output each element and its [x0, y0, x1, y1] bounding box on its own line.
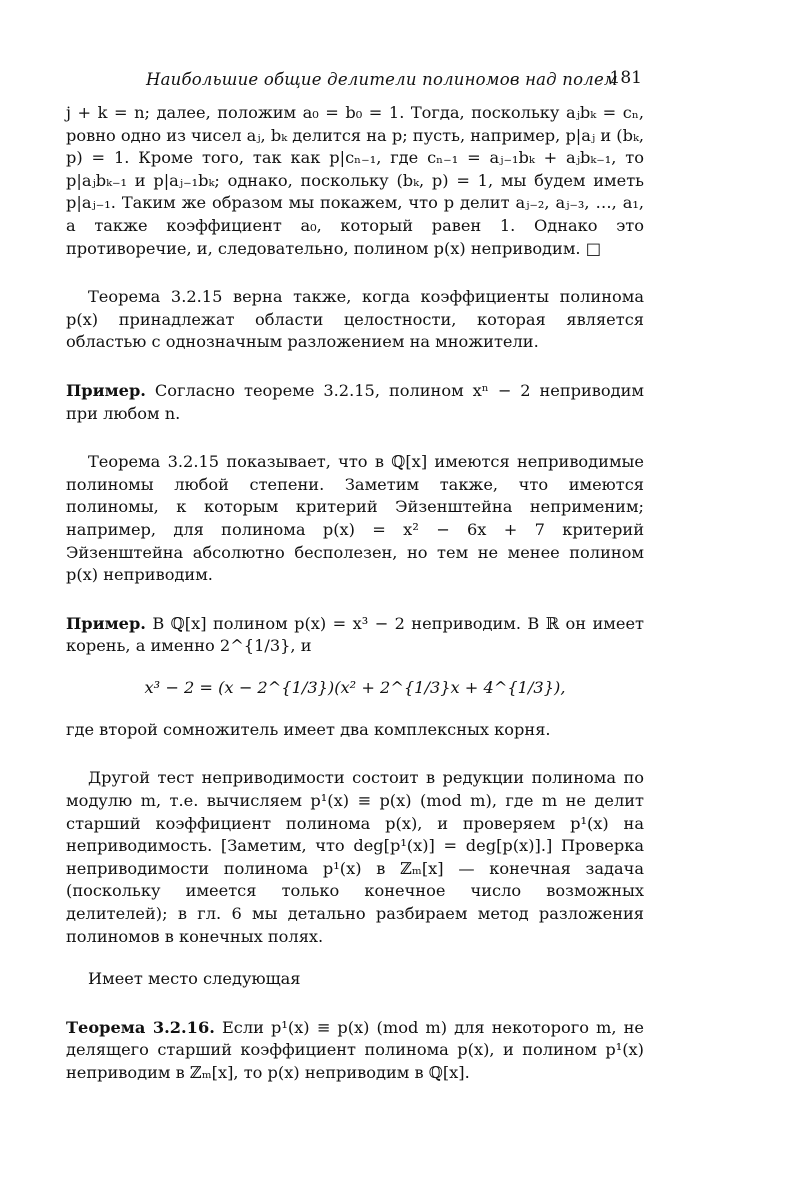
proof-end-text: j + k = n; далее, положим a₀ = b₀ = 1. Тогда, поскольку aⱼbₖ = cₙ, ровно одно из чисел aⱼ, bₖ делится на p; пусть, например, p|aⱼ и (bₖ, p) = 1. Кроме того, так как p|cₙ₋₁, где cₙ₋₁ = aⱼ₋₁bₖ + aⱼbₖ₋₁, то p|aⱼbₖ₋₁ и p|aⱼ₋₁bₖ; однако, поскольку (bₖ, p) = 1, мы будем иметь p|aⱼ₋₁. Таким же образом мы покажем, что p делит aⱼ₋₂, aⱼ₋₃, …, a₁, а также коэффициент a₀, который равен 1. Однако это противоречие, и, следовательно, полином p(x) неприводим.	[66, 103, 644, 258]
proof-end-paragraph	[66, 102, 644, 260]
example-1-label: Пример.	[66, 380, 146, 400]
theorem-paragraph	[66, 1017, 644, 1085]
remark-paragraph: Теорема 3.2.15 верна также, когда коэффициенты полинома p(x) принадлежат области целостности, которая является областью с однозначным разложением на множители.	[66, 287, 644, 352]
example-2-label: Пример.	[66, 613, 146, 633]
qed-icon: □	[585, 238, 602, 258]
book-page	[66, 68, 644, 1085]
theorem-text: Если p¹(x) ≡ p(x) (mod m) для некоторого m, не делящего старший коэффициент полинома p(x), и полином p¹(x) неприводим в ℤₘ[x], то p(x) неприводим в ℚ[x].	[66, 1017, 645, 1082]
example-1-text: Согласно теореме 3.2.15, полином xⁿ − 2 неприводим при любом n.	[66, 380, 645, 423]
running-title: Наибольшие общие делители полиномов над полем	[146, 70, 618, 89]
theorem-label: Теорема 3.2.16.	[66, 1017, 215, 1037]
remark-2-paragraph: Теорема 3.2.15 показывает, что в ℚ[x] имеются неприводимые полиномы любой степени. Заметим также, что имеются полиномы, к которым критерий Эйзенштейна неприменим; например, для полинома p(x) = x² − 6x + 7 критерий Эйзенштейна абсолютно бесполезен, но тем не менее полином p(x) неприводим.	[66, 452, 644, 585]
example-1-paragraph	[66, 380, 644, 425]
display-formula: x³ − 2 = (x − 2^{1/3})(x² + 2^{1/3}x + 4^{1/3}),	[144, 677, 566, 697]
reduction-test-paragraph: Другой тест неприводимости состоит в редукции полинома по модулю m, т.е. вычисляем p¹(x) ≡ p(x) (mod m), где m не делит старший коэффициент полинома p(x), и проверяем p¹(x) на неприводимость. [Заметим, что deg[p¹(x)] = deg[p(x)].] Проверка неприводимости полинома p¹(x) в ℤₘ[x] — конечная задача (поскольку имеется только конечное число возможных делителей); в гл. 6 мы детально разбираем метод разложения полиномов в конечных полях.	[66, 768, 644, 946]
example-2-text: В ℚ[x] полином p(x) = x³ − 2 неприводим. В ℝ он имеет корень, а именно 2^{1/3}, и	[66, 613, 644, 656]
page-header	[66, 68, 644, 102]
page-number: 181	[609, 68, 642, 88]
example-2-after: где второй сомножитель имеет два комплексных корня.	[66, 719, 551, 739]
lead-in-paragraph: Имеет место следующая	[88, 969, 301, 989]
example-2-paragraph	[66, 613, 644, 658]
